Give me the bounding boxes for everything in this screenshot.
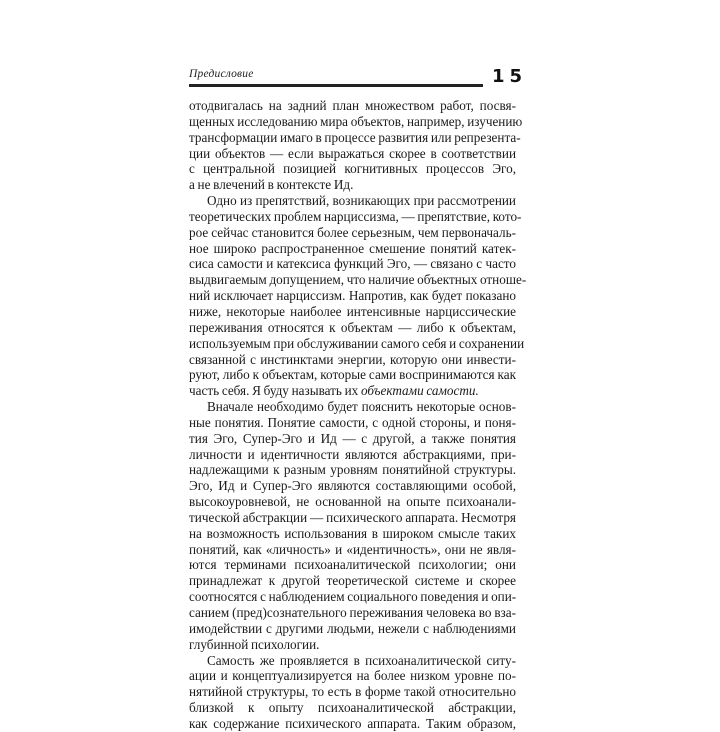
text-line: [189, 526, 516, 542]
text-line-content: ции объектов — если выражаться скорее в соответствии: [189, 145, 516, 161]
text-line-content: принадлежат к другой теоретической системе и скорее: [189, 573, 516, 589]
text-line-content: ации и концептуализируется на более низком уровне по-: [189, 668, 516, 684]
text-line-content: близкой к опыту психоаналитической абстракции,: [189, 700, 516, 716]
text-line-content: ний исключает нарциссизм. Напротив, как будет показано: [189, 288, 516, 304]
text-line-content: руют, либо к объектам, которые сами воспринимаются как: [189, 367, 516, 383]
text-line-content: отодвигалась на задний план множеством работ, посвя-: [189, 98, 516, 113]
emphasized-term: объектами самости.: [360, 383, 479, 399]
text-line: [189, 668, 516, 684]
text-line: [189, 367, 516, 383]
text-line: [189, 288, 516, 304]
text-line-content: понятий, как «личность» и «идентичность», они не явля-: [189, 541, 516, 557]
header-rule: [189, 84, 483, 87]
text-line-content: Вначале необходимо будет пояснить некоторые основ-: [207, 399, 516, 415]
text-line: [189, 462, 516, 478]
text-line: [189, 320, 516, 336]
text-line-content: высокоуровневой, не основанной на опыте психоанали-: [189, 494, 516, 510]
text-line: [189, 415, 516, 431]
text-line: [189, 129, 521, 146]
text-line: [189, 573, 516, 589]
text-line: [189, 700, 516, 716]
text-line-content: соотносятся с наблюдением социального поведения и опи-: [189, 589, 517, 605]
text-line-content: рое сейчас становится более серьезным, чем первоначаль-: [189, 224, 516, 240]
text-line: [189, 304, 516, 320]
text-line-content: ное широко распространенное смешение понятий катек-: [189, 240, 516, 256]
text-line: [189, 146, 516, 162]
text-line-content: связанной с инстинктами энергии, которую они инвести-: [189, 351, 516, 367]
text-line-content: используемым при обслуживании самого себя и сохранении: [189, 335, 525, 351]
text-line-content: надлежащими к разным уровням понятийной структуры.: [189, 462, 516, 478]
text-line-content: тической абстракции — психического аппарата. Несмотря: [189, 509, 516, 525]
text-line: [189, 272, 527, 288]
text-line-content: ются терминами психоаналитической психологии; они: [189, 557, 516, 573]
text-line: [189, 653, 516, 669]
text-line: [189, 621, 516, 637]
text-line-content: тия Эго, Супер-Эго и Ид — с другой, а также понятия: [189, 430, 516, 446]
text-line: [189, 177, 516, 193]
text-line: [189, 335, 525, 352]
text-line: [189, 494, 516, 510]
text-line: [189, 542, 516, 558]
text-line: [189, 510, 516, 526]
text-line-content: Самость же проявляется в психоаналитической ситу-: [207, 652, 516, 668]
text-line-content: личности и идентичности являются абстракциями, при-: [189, 446, 516, 462]
text-line-content: ные понятия. Понятие самости, с одной стороны, и поня-: [189, 414, 516, 430]
text-line: [189, 352, 516, 368]
text-line: [189, 557, 516, 573]
running-title: Предисловие: [189, 68, 254, 80]
text-line-content: теоретических проблем нарциссизма, — препятствие, кото-: [189, 208, 522, 224]
text-line-content: сиса самости и катексиса функций Эго, — связано с часто: [189, 256, 516, 272]
text-line-content: Эго, Ид и Супер-Эго являются составляющими особой,: [189, 478, 516, 494]
text-line-content: как содержание психического аппарата. Таким образом,: [189, 715, 516, 731]
text-line: [189, 161, 516, 177]
text-line: [189, 589, 516, 605]
text-line-content: глубинной психологии.: [189, 636, 320, 652]
text-line: [189, 399, 516, 415]
text-line: [189, 208, 522, 225]
text-line-content: трансформации имаго в процессе развития или репрезента-: [189, 129, 521, 145]
text-line: [189, 605, 516, 621]
text-line: [189, 637, 516, 653]
text-line: [189, 447, 516, 463]
text-line: [189, 431, 516, 447]
text-line: [189, 241, 516, 257]
text-line-content: Одно из препятствий, возникающих при рассмотрении: [207, 193, 516, 209]
text-line-content: часть себя. Я буду называть их: [189, 383, 361, 399]
text-line: [189, 256, 516, 272]
text-line: [189, 113, 523, 130]
page-number: 15: [492, 66, 528, 87]
text-line-content: с центральной позицией когнитивных процессов Эго,: [189, 161, 516, 177]
text-line: [189, 478, 516, 494]
text-line-content: а не влечений в контексте Ид.: [189, 177, 354, 193]
text-line-content: санием (пред)сознательного переживания человека во вза-: [189, 605, 516, 620]
text-line-content: щенных исследованию мира объектов, например, изучению: [189, 113, 523, 129]
text-line-content: ниже, некоторые наиболее интенсивные нарциссические: [189, 303, 516, 319]
text-line: [189, 225, 516, 241]
text-line: [189, 193, 516, 209]
text-line-content: выдвигаемым допущением, что наличие объектных отноше-: [189, 272, 527, 288]
text-line: [189, 98, 516, 114]
text-line: [189, 383, 516, 399]
text-line-content: на возможность использования в широком смысле таких: [189, 525, 516, 541]
text-line: [189, 716, 516, 732]
text-line-content: имодействии с другими людьми, нежели с наблюдениями: [189, 620, 516, 636]
text-line-content: переживания относятся к объектам — либо к объектам,: [189, 319, 516, 335]
text-line: [189, 684, 516, 700]
body-text: [189, 98, 527, 732]
text-line-content: нятийной структуры, то есть в форме такой относительно: [189, 684, 516, 700]
